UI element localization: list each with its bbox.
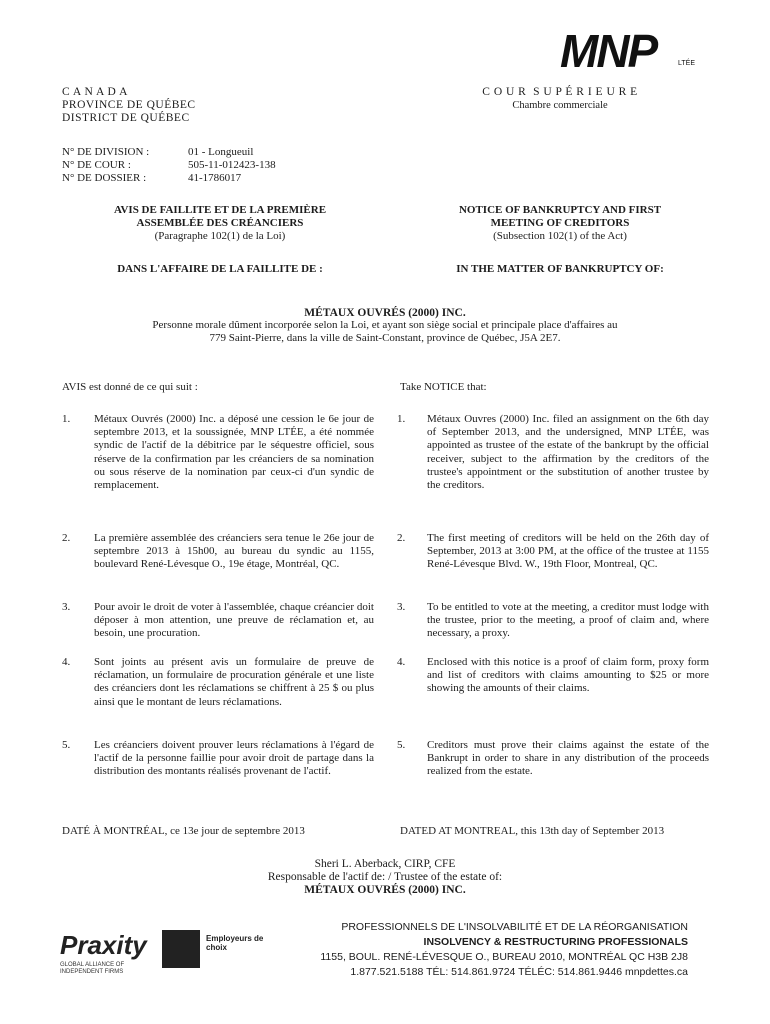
case-value: 505-11-012423-138 [188, 159, 276, 171]
item-number: 4. [62, 656, 71, 668]
title-en-line: MEETING OF CREDITORS [490, 217, 630, 229]
footer-address: 1155, BOUL. RENÉ-LÉVESQUE O., BUREAU 2010, MONTRÉAL QC H3B 2J8 [320, 951, 688, 963]
item-number: 2. [62, 532, 71, 544]
title-en [410, 204, 710, 243]
debtor-block [60, 307, 710, 345]
mnp-logo: MNP [560, 25, 657, 77]
debtor-desc: 779 Saint-Pierre, dans la ville de Saint-Constant, province de Québec, J5A 2E7. [209, 332, 561, 344]
case-label: N° DE COUR : [62, 159, 131, 171]
title-en-ref: (Subsection 102(1) of the Act) [493, 230, 627, 242]
item-number: 1. [62, 413, 71, 425]
title-fr-line: AVIS DE FAILLITE ET DE LA PREMIÈRE [113, 204, 327, 216]
item-text-fr: Sont joints au présent avis un formulaire de preuve de réclamation, un formulaire de procuration générale et une liste des créanciers dont les réclamations se chiffrent à 25 $ ou plus ainsi que le montant de leurs réclamations. [94, 656, 374, 708]
jurisdiction-line: PROVINCE DE QUÉBEC [62, 99, 196, 111]
case-info-row [62, 159, 276, 172]
item-number: 4. [397, 656, 406, 668]
court-chamber: Chambre commerciale [512, 100, 608, 111]
item-text-fr: Métaux Ouvrés (2000) Inc. a déposé une cession le 6e jour de septembre 2013, et la soussignée, MNP LTÉE, a été nommée syndic de l'actif de la débitrice par le séquestre officiel, sous réserve de la confirmation par les créanciers de sa nomination ou sous réserve de la nomination par ceux-ci d'un syndic de remplacement. [94, 413, 374, 492]
jurisdiction-block [62, 86, 196, 125]
matter-fr: DANS L'AFFAIRE DE LA FAILLITE DE : [117, 263, 323, 275]
court-name: C O U R S U P É R I E U R E [482, 86, 638, 98]
intro-en: Take NOTICE that: [400, 381, 487, 393]
item-number: 3. [62, 601, 71, 613]
item-number: 5. [62, 739, 71, 751]
matter-en: IN THE MATTER OF BANKRUPTCY OF: [456, 263, 664, 275]
item-number: 3. [397, 601, 406, 613]
intro-fr: AVIS est donné de ce qui suit : [62, 381, 198, 393]
item-text-en: Enclosed with this notice is a proof of claim form, proxy form and list of creditors with claims amounting to $25 or more showing the amounts of their claims. [427, 656, 709, 695]
item-text-fr: Pour avoir le droit de voter à l'assemblée, chaque créancier doit déposer à mon attention, une preuve de réclamation et, au besoin, une procuration. [94, 601, 374, 640]
item-text-en: Creditors must prove their claims against the estate of the Bankrupt in order to share in any distribution of the proceeds realized from the estate. [427, 739, 709, 778]
title-en-line: NOTICE OF BANKRUPTCY AND FIRST [458, 204, 662, 216]
item-number: 2. [397, 532, 406, 544]
case-label: N° DE DIVISION : [62, 146, 150, 158]
signatory-role: Responsable de l'actif de: / Trustee of the estate of: [267, 871, 503, 883]
footer-line: PROFESSIONNELS DE L'INSOLVABILITÉ ET DE LA RÉORGANISATION [341, 921, 688, 933]
jurisdiction-line: C A N A D A [62, 86, 128, 98]
court-block [440, 86, 680, 112]
praxity-logo: Praxity [60, 930, 147, 960]
case-label: N° DE DOSSIER : [62, 172, 147, 184]
item-text-fr: Les créanciers doivent prouver leurs réclamations à l'égard de l'actif de la personne faillie pour avoir droit de partage dans la distribution des montants réalisés provenant de l'actif. [94, 739, 374, 778]
case-info [62, 146, 276, 185]
case-value: 01 - Longueuil [188, 146, 254, 158]
case-value: 41-1786017 [188, 172, 242, 184]
footer-phone: 1.877.521.5188 TÉL: 514.861.9724 TÉLÉC: 514.861.9446 mnpdettes.ca [350, 966, 688, 978]
case-info-row [62, 146, 276, 159]
dated-en: DATED AT MONTREAL, this 13th day of September 2013 [400, 825, 665, 837]
employer-award-icon [162, 930, 200, 968]
item-text-en: The first meeting of creditors will be held on the 26th day of September, 2013 at 3:00 PM, at the office of the trustee at 1155 René-Lévesque Blvd. W., 19th Floor, Montreal, QC. [427, 532, 709, 571]
debtor-desc: Personne morale dûment incorporée selon la Loi, et ayant son siège social et principale place d'affaires au [152, 319, 618, 331]
title-fr [70, 204, 370, 243]
item-number: 5. [397, 739, 406, 751]
praxity-tagline: GLOBAL ALLIANCE OF INDEPENDENT FIRMS [60, 962, 125, 975]
footer-contact [300, 920, 688, 980]
signatory-entity: MÉTAUX OUVRÉS (2000) INC. [304, 884, 466, 896]
item-text-fr: La première assemblée des créanciers sera tenue le 26e jour de septembre 2013 à 15h00, au bureau du syndic au 1155, boulevard René-Lévesque O., 19e étage, Montréal, QC. [94, 532, 374, 571]
case-info-row [62, 172, 276, 185]
jurisdiction-line: DISTRICT DE QUÉBEC [62, 112, 190, 124]
item-number: 1. [397, 413, 406, 425]
title-fr-ref: (Paragraphe 102(1) de la Loi) [154, 230, 286, 242]
signatory-name: Sheri L. Aberback, CIRP, CFE [314, 858, 456, 870]
debtor-name: MÉTAUX OUVRÉS (2000) INC. [304, 307, 466, 319]
signature-block [185, 858, 585, 897]
footer-line: INSOLVENCY & RESTRUCTURING PROFESSIONALS [423, 936, 688, 948]
dated-fr: DATÉ À MONTRÉAL, ce 13e jour de septembre 2013 [62, 825, 305, 837]
mnp-logo-sub: LTÉE [678, 60, 695, 67]
title-fr-line: ASSEMBLÉE DES CRÉANCIERS [136, 217, 304, 229]
employer-award-text: Employeurs de choix [206, 934, 264, 952]
item-text-en: To be entitled to vote at the meeting, a creditor must lodge with the trustee, prior to the meeting, a proof of claim and, where necessary, a proxy. [427, 601, 709, 640]
item-text-en: Métaux Ouvres (2000) Inc. filed an assignment on the 6th day of September 2013, and the undersigned, MNP LTÉE, was appointed as trustee of the estate of the bankrupt by the official receiver, subject to the affirmation by the creditors of the trustee's appointment or the substitution of another trustee by the creditors. [427, 413, 709, 492]
